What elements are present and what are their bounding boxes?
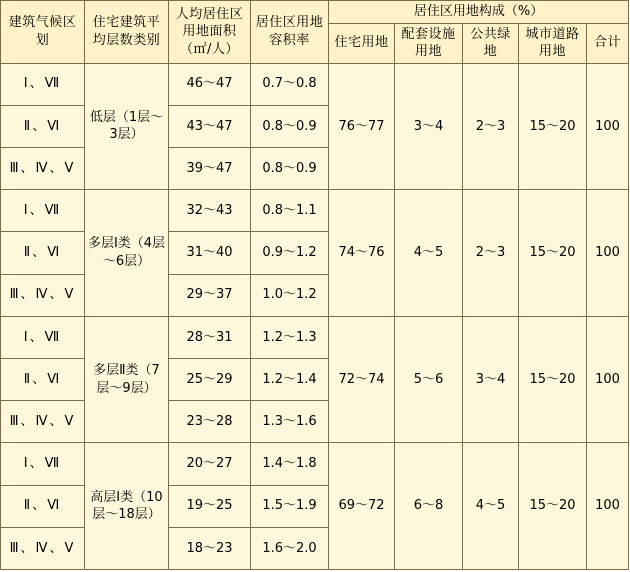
table-row [1, 63, 629, 105]
header-facility-land: 配套设施用地 [395, 23, 463, 63]
header-far: 居住区用地容积率 [251, 1, 329, 64]
cell-climate: Ⅲ、Ⅳ、Ⅴ [1, 401, 85, 443]
header-area: 人均居住区用地面积（㎡/人） [169, 1, 251, 64]
cell-residential-land: 72～74 [329, 316, 395, 443]
header-road-land: 城市道路用地 [519, 23, 587, 63]
cell-green-land: 4～5 [463, 443, 519, 570]
table-header [1, 1, 629, 64]
cell-facility-land: 3～4 [395, 63, 463, 190]
cell-road-land: 15～20 [519, 190, 587, 317]
header-residential-land: 住宅用地 [329, 23, 395, 63]
header-total: 合计 [587, 23, 629, 63]
cell-facility-land: 5～6 [395, 316, 463, 443]
cell-area: 32～43 [169, 190, 251, 232]
cell-area: 23～28 [169, 401, 251, 443]
cell-climate: Ⅲ、Ⅳ、Ⅴ [1, 274, 85, 316]
header-green-land: 公共绿地 [463, 23, 519, 63]
cell-residential-land: 76～77 [329, 63, 395, 190]
cell-green-land: 3～4 [463, 316, 519, 443]
table-row [1, 316, 629, 358]
cell-far: 1.4～1.8 [251, 443, 329, 485]
header-climate: 建筑气候区划 [1, 1, 85, 64]
cell-area: 29～37 [169, 274, 251, 316]
table-row [1, 443, 629, 485]
cell-far: 1.3～1.6 [251, 401, 329, 443]
cell-total: 100 [587, 443, 629, 570]
cell-area: 18～23 [169, 527, 251, 569]
cell-facility-land: 4～5 [395, 190, 463, 317]
cell-floors: 低层（1层～3层） [85, 63, 169, 190]
table-body [1, 63, 629, 569]
cell-green-land: 2～3 [463, 190, 519, 317]
cell-climate: Ⅱ、Ⅵ [1, 358, 85, 400]
cell-total: 100 [587, 63, 629, 190]
cell-residential-land: 69～72 [329, 443, 395, 570]
cell-area: 43～47 [169, 105, 251, 147]
cell-far: 0.9～1.2 [251, 232, 329, 274]
cell-far: 0.8～0.9 [251, 148, 329, 190]
cell-climate: Ⅱ、Ⅵ [1, 485, 85, 527]
cell-floors: 高层Ⅰ类（10层～18层） [85, 443, 169, 570]
cell-green-land: 2～3 [463, 63, 519, 190]
cell-total: 100 [587, 316, 629, 443]
cell-area: 28～31 [169, 316, 251, 358]
cell-climate: Ⅰ、Ⅶ [1, 316, 85, 358]
cell-area: 46～47 [169, 63, 251, 105]
cell-area: 20～27 [169, 443, 251, 485]
header-floors: 住宅建筑平均层数类别 [85, 1, 169, 64]
cell-climate: Ⅲ、Ⅳ、Ⅴ [1, 148, 85, 190]
cell-climate: Ⅰ、Ⅶ [1, 190, 85, 232]
cell-road-land: 15～20 [519, 443, 587, 570]
cell-far: 0.7～0.8 [251, 63, 329, 105]
cell-road-land: 15～20 [519, 316, 587, 443]
cell-far: 1.2～1.4 [251, 358, 329, 400]
cell-climate: Ⅱ、Ⅵ [1, 232, 85, 274]
cell-far: 0.8～1.1 [251, 190, 329, 232]
cell-far: 1.6～2.0 [251, 527, 329, 569]
cell-residential-land: 74～76 [329, 190, 395, 317]
cell-road-land: 15～20 [519, 63, 587, 190]
cell-far: 0.8～0.9 [251, 105, 329, 147]
cell-climate: Ⅱ、Ⅵ [1, 105, 85, 147]
cell-area: 19～25 [169, 485, 251, 527]
header-row-1 [1, 1, 629, 24]
cell-total: 100 [587, 190, 629, 317]
cell-area: 31～40 [169, 232, 251, 274]
cell-climate: Ⅰ、Ⅶ [1, 63, 85, 105]
cell-facility-land: 6～8 [395, 443, 463, 570]
cell-far: 1.0～1.2 [251, 274, 329, 316]
cell-area: 25～29 [169, 358, 251, 400]
cell-far: 1.5～1.9 [251, 485, 329, 527]
table-row [1, 190, 629, 232]
cell-floors: 多层Ⅰ类（4层～6层） [85, 190, 169, 317]
cell-far: 1.2～1.3 [251, 316, 329, 358]
cell-area: 39～47 [169, 148, 251, 190]
cell-climate: Ⅲ、Ⅳ、Ⅴ [1, 527, 85, 569]
header-landuse-group: 居住区用地构成（%） [329, 1, 629, 24]
cell-floors: 多层Ⅱ类（7层～9层） [85, 316, 169, 443]
cell-climate: Ⅰ、Ⅶ [1, 443, 85, 485]
